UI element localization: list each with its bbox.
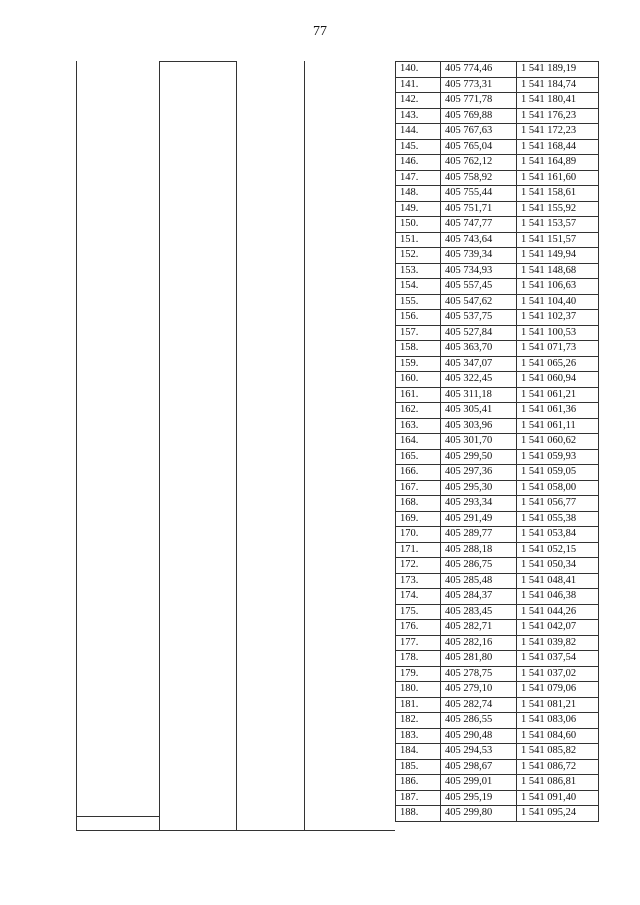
table-row xyxy=(396,248,599,264)
y-coordinate: 1 541 151,57 xyxy=(517,232,599,248)
point-number: 174. xyxy=(396,589,441,605)
x-coordinate: 405 765,04 xyxy=(441,139,517,155)
y-coordinate: 1 541 164,89 xyxy=(517,155,599,171)
point-number: 158. xyxy=(396,341,441,357)
x-coordinate: 405 739,34 xyxy=(441,248,517,264)
y-coordinate: 1 541 086,72 xyxy=(517,759,599,775)
x-coordinate: 405 297,36 xyxy=(441,465,517,481)
coordinates-table-body xyxy=(396,62,599,822)
point-number: 166. xyxy=(396,465,441,481)
y-coordinate: 1 541 184,74 xyxy=(517,77,599,93)
table-row xyxy=(396,573,599,589)
y-coordinate: 1 541 059,05 xyxy=(517,465,599,481)
table-row xyxy=(396,186,599,202)
x-coordinate: 405 290,48 xyxy=(441,728,517,744)
point-number: 171. xyxy=(396,542,441,558)
y-coordinate: 1 541 155,92 xyxy=(517,201,599,217)
table-row xyxy=(396,341,599,357)
x-coordinate: 405 288,18 xyxy=(441,542,517,558)
y-coordinate: 1 541 039,82 xyxy=(517,635,599,651)
point-number: 177. xyxy=(396,635,441,651)
table-row xyxy=(396,759,599,775)
x-coordinate: 405 751,71 xyxy=(441,201,517,217)
point-number: 175. xyxy=(396,604,441,620)
table-row xyxy=(396,511,599,527)
point-number: 184. xyxy=(396,744,441,760)
y-coordinate: 1 541 079,06 xyxy=(517,682,599,698)
x-coordinate: 405 755,44 xyxy=(441,186,517,202)
y-coordinate: 1 541 048,41 xyxy=(517,573,599,589)
point-number: 169. xyxy=(396,511,441,527)
y-coordinate: 1 541 071,73 xyxy=(517,341,599,357)
column-border xyxy=(304,61,305,831)
point-number: 170. xyxy=(396,527,441,543)
point-number: 152. xyxy=(396,248,441,264)
x-coordinate: 405 289,77 xyxy=(441,527,517,543)
point-number: 156. xyxy=(396,310,441,326)
x-coordinate: 405 734,93 xyxy=(441,263,517,279)
table-row xyxy=(396,93,599,109)
y-coordinate: 1 541 065,26 xyxy=(517,356,599,372)
point-number: 159. xyxy=(396,356,441,372)
table-row xyxy=(396,325,599,341)
x-coordinate: 405 294,53 xyxy=(441,744,517,760)
x-coordinate: 405 322,45 xyxy=(441,372,517,388)
y-coordinate: 1 541 168,44 xyxy=(517,139,599,155)
y-coordinate: 1 541 044,26 xyxy=(517,604,599,620)
point-number: 164. xyxy=(396,434,441,450)
x-coordinate: 405 283,45 xyxy=(441,604,517,620)
point-number: 181. xyxy=(396,697,441,713)
point-number: 142. xyxy=(396,93,441,109)
x-coordinate: 405 282,16 xyxy=(441,635,517,651)
x-coordinate: 405 771,78 xyxy=(441,93,517,109)
y-coordinate: 1 541 172,23 xyxy=(517,124,599,140)
y-coordinate: 1 541 091,40 xyxy=(517,790,599,806)
x-coordinate: 405 762,12 xyxy=(441,155,517,171)
y-coordinate: 1 541 053,84 xyxy=(517,527,599,543)
x-coordinate: 405 305,41 xyxy=(441,403,517,419)
table-row xyxy=(396,449,599,465)
table-row xyxy=(396,620,599,636)
table-row xyxy=(396,496,599,512)
table-row xyxy=(396,124,599,140)
table-row xyxy=(396,558,599,574)
y-coordinate: 1 541 055,38 xyxy=(517,511,599,527)
x-coordinate: 405 295,30 xyxy=(441,480,517,496)
point-number: 146. xyxy=(396,155,441,171)
table-row xyxy=(396,155,599,171)
cell-top-border xyxy=(159,61,236,62)
point-number: 179. xyxy=(396,666,441,682)
page-number: 77 xyxy=(313,24,327,39)
point-number: 182. xyxy=(396,713,441,729)
y-coordinate: 1 541 104,40 xyxy=(517,294,599,310)
x-coordinate: 405 299,01 xyxy=(441,775,517,791)
x-coordinate: 405 279,10 xyxy=(441,682,517,698)
x-coordinate: 405 278,75 xyxy=(441,666,517,682)
table-row xyxy=(396,279,599,295)
y-coordinate: 1 541 100,53 xyxy=(517,325,599,341)
table-row xyxy=(396,170,599,186)
point-number: 183. xyxy=(396,728,441,744)
table-row xyxy=(396,294,599,310)
table-row xyxy=(396,403,599,419)
table-row xyxy=(396,697,599,713)
point-number: 157. xyxy=(396,325,441,341)
y-coordinate: 1 541 060,94 xyxy=(517,372,599,388)
x-coordinate: 405 299,50 xyxy=(441,449,517,465)
y-coordinate: 1 541 060,62 xyxy=(517,434,599,450)
y-coordinate: 1 541 050,34 xyxy=(517,558,599,574)
table-row xyxy=(396,651,599,667)
table-bottom-border xyxy=(76,830,395,831)
y-coordinate: 1 541 095,24 xyxy=(517,806,599,822)
x-coordinate: 405 282,71 xyxy=(441,620,517,636)
point-number: 154. xyxy=(396,279,441,295)
x-coordinate: 405 547,62 xyxy=(441,294,517,310)
x-coordinate: 405 527,84 xyxy=(441,325,517,341)
point-number: 172. xyxy=(396,558,441,574)
y-coordinate: 1 541 086,81 xyxy=(517,775,599,791)
y-coordinate: 1 541 180,41 xyxy=(517,93,599,109)
point-number: 145. xyxy=(396,139,441,155)
coordinates-table xyxy=(395,61,599,822)
point-number: 176. xyxy=(396,620,441,636)
x-coordinate: 405 311,18 xyxy=(441,387,517,403)
y-coordinate: 1 541 058,00 xyxy=(517,480,599,496)
x-coordinate: 405 295,19 xyxy=(441,790,517,806)
y-coordinate: 1 541 153,57 xyxy=(517,217,599,233)
x-coordinate: 405 557,45 xyxy=(441,279,517,295)
point-number: 161. xyxy=(396,387,441,403)
table-row xyxy=(396,635,599,651)
x-coordinate: 405 767,63 xyxy=(441,124,517,140)
x-coordinate: 405 537,75 xyxy=(441,310,517,326)
x-coordinate: 405 293,34 xyxy=(441,496,517,512)
x-coordinate: 405 743,64 xyxy=(441,232,517,248)
y-coordinate: 1 541 061,36 xyxy=(517,403,599,419)
point-number: 151. xyxy=(396,232,441,248)
x-coordinate: 405 769,88 xyxy=(441,108,517,124)
column-border xyxy=(159,61,160,831)
table-row xyxy=(396,201,599,217)
y-coordinate: 1 541 056,77 xyxy=(517,496,599,512)
y-coordinate: 1 541 148,68 xyxy=(517,263,599,279)
x-coordinate: 405 773,31 xyxy=(441,77,517,93)
table-row xyxy=(396,480,599,496)
table-row xyxy=(396,418,599,434)
y-coordinate: 1 541 189,19 xyxy=(517,62,599,78)
y-coordinate: 1 541 052,15 xyxy=(517,542,599,558)
point-number: 160. xyxy=(396,372,441,388)
point-number: 150. xyxy=(396,217,441,233)
table-row xyxy=(396,310,599,326)
table-row xyxy=(396,728,599,744)
x-coordinate: 405 285,48 xyxy=(441,573,517,589)
table-row xyxy=(396,108,599,124)
point-number: 148. xyxy=(396,186,441,202)
y-coordinate: 1 541 106,63 xyxy=(517,279,599,295)
table-row xyxy=(396,713,599,729)
y-coordinate: 1 541 084,60 xyxy=(517,728,599,744)
table-row xyxy=(396,666,599,682)
table-row xyxy=(396,356,599,372)
y-coordinate: 1 541 083,06 xyxy=(517,713,599,729)
table-row xyxy=(396,790,599,806)
x-coordinate: 405 774,46 xyxy=(441,62,517,78)
y-coordinate: 1 541 059,93 xyxy=(517,449,599,465)
column-border xyxy=(236,61,237,831)
table-row xyxy=(396,604,599,620)
point-number: 147. xyxy=(396,170,441,186)
point-number: 140. xyxy=(396,62,441,78)
x-coordinate: 405 299,80 xyxy=(441,806,517,822)
point-number: 185. xyxy=(396,759,441,775)
table-row xyxy=(396,217,599,233)
point-number: 163. xyxy=(396,418,441,434)
x-coordinate: 405 281,80 xyxy=(441,651,517,667)
point-number: 149. xyxy=(396,201,441,217)
point-number: 178. xyxy=(396,651,441,667)
y-coordinate: 1 541 158,61 xyxy=(517,186,599,202)
table-row xyxy=(396,232,599,248)
y-coordinate: 1 541 046,38 xyxy=(517,589,599,605)
point-number: 144. xyxy=(396,124,441,140)
x-coordinate: 405 747,77 xyxy=(441,217,517,233)
y-coordinate: 1 541 042,07 xyxy=(517,620,599,636)
x-coordinate: 405 298,67 xyxy=(441,759,517,775)
point-number: 187. xyxy=(396,790,441,806)
column-border xyxy=(76,61,77,831)
y-coordinate: 1 541 037,02 xyxy=(517,666,599,682)
table-row xyxy=(396,139,599,155)
x-coordinate: 405 303,96 xyxy=(441,418,517,434)
table-row xyxy=(396,775,599,791)
table-row xyxy=(396,372,599,388)
y-coordinate: 1 541 176,23 xyxy=(517,108,599,124)
point-number: 168. xyxy=(396,496,441,512)
x-coordinate: 405 347,07 xyxy=(441,356,517,372)
point-number: 153. xyxy=(396,263,441,279)
x-coordinate: 405 291,49 xyxy=(441,511,517,527)
table-row xyxy=(396,806,599,822)
y-coordinate: 1 541 061,21 xyxy=(517,387,599,403)
table-row xyxy=(396,465,599,481)
point-number: 141. xyxy=(396,77,441,93)
x-coordinate: 405 363,70 xyxy=(441,341,517,357)
table-row xyxy=(396,527,599,543)
table-row xyxy=(396,77,599,93)
y-coordinate: 1 541 102,37 xyxy=(517,310,599,326)
point-number: 167. xyxy=(396,480,441,496)
y-coordinate: 1 541 161,60 xyxy=(517,170,599,186)
point-number: 165. xyxy=(396,449,441,465)
table-row xyxy=(396,263,599,279)
y-coordinate: 1 541 081,21 xyxy=(517,697,599,713)
table-row xyxy=(396,62,599,78)
x-coordinate: 405 284,37 xyxy=(441,589,517,605)
cell-divider xyxy=(76,816,159,817)
point-number: 155. xyxy=(396,294,441,310)
y-coordinate: 1 541 061,11 xyxy=(517,418,599,434)
point-number: 162. xyxy=(396,403,441,419)
y-coordinate: 1 541 149,94 xyxy=(517,248,599,264)
x-coordinate: 405 758,92 xyxy=(441,170,517,186)
table-row xyxy=(396,387,599,403)
point-number: 188. xyxy=(396,806,441,822)
x-coordinate: 405 301,70 xyxy=(441,434,517,450)
table-row xyxy=(396,682,599,698)
point-number: 173. xyxy=(396,573,441,589)
table-row xyxy=(396,434,599,450)
x-coordinate: 405 286,55 xyxy=(441,713,517,729)
point-number: 186. xyxy=(396,775,441,791)
y-coordinate: 1 541 037,54 xyxy=(517,651,599,667)
table-row xyxy=(396,542,599,558)
point-number: 143. xyxy=(396,108,441,124)
x-coordinate: 405 282,74 xyxy=(441,697,517,713)
y-coordinate: 1 541 085,82 xyxy=(517,744,599,760)
x-coordinate: 405 286,75 xyxy=(441,558,517,574)
point-number: 180. xyxy=(396,682,441,698)
table-row xyxy=(396,744,599,760)
table-row xyxy=(396,589,599,605)
